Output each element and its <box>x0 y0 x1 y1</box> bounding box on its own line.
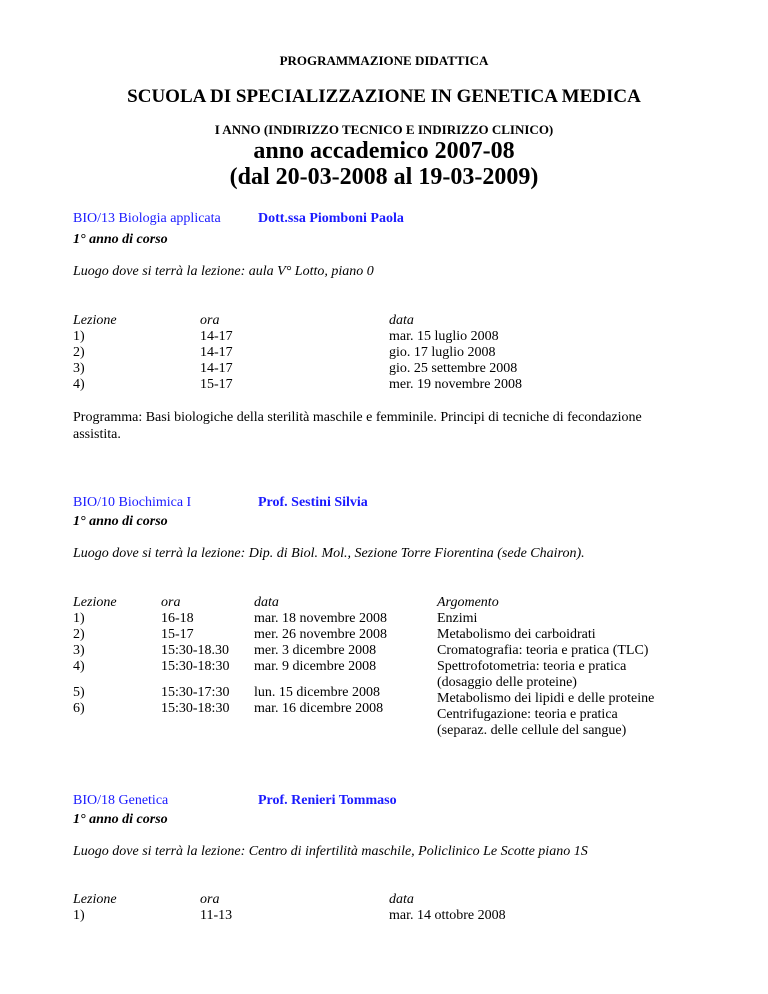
s2-row-arg: Metabolismo dei carboidrati <box>437 627 596 642</box>
s2-row-data: mer. 26 novembre 2008 <box>254 627 387 642</box>
s1-row-n: 4) <box>73 377 85 392</box>
s3-col-ora <box>200 892 232 924</box>
s1-row-ora: 14-17 <box>200 329 233 344</box>
s2-row-ora: 15:30-17:30 <box>161 685 230 700</box>
s1-row-n: 3) <box>73 361 85 376</box>
academic-year: anno accademico 2007-08 <box>253 138 515 164</box>
s1-row-ora: 15-17 <box>200 377 233 392</box>
s2-col-argomento <box>437 595 654 739</box>
s3-location: Luogo dove si terrà la lezione: Centro di infertilità maschile, Policlinico Le Scotte piano 1S <box>73 844 588 859</box>
s3-header-ora: ora <box>200 892 220 907</box>
s3-header-lezione: Lezione <box>73 892 117 907</box>
s1-row-n: 2) <box>73 345 85 360</box>
s2-subject: BIO/10 Biochimica I <box>73 495 192 510</box>
s2-header-data: data <box>254 595 279 610</box>
s2-row-n: 3) <box>73 643 85 658</box>
s2-row-data: mer. 3 dicembre 2008 <box>254 643 377 658</box>
s2-teacher: Prof. Sestini Silvia <box>258 495 368 510</box>
s1-row-ora: 14-17 <box>200 361 233 376</box>
s1-header-data: data <box>389 313 414 328</box>
s2-header-lezione: Lezione <box>73 595 117 610</box>
s2-row-arg-cont: (separaz. delle cellule del sangue) <box>437 723 627 738</box>
s2-row-n: 5) <box>73 685 85 700</box>
s2-row-arg: Centrifugazione: teoria e pratica <box>437 707 618 722</box>
s2-row-ora: 15-17 <box>161 627 194 642</box>
s3-row-data: mar. 14 ottobre 2008 <box>389 908 506 923</box>
school-title: SCUOLA DI SPECIALIZZAZIONE IN GENETICA MEDICA <box>127 86 641 107</box>
s1-header-ora: ora <box>200 313 220 328</box>
year-title: I ANNO (INDIRIZZO TECNICO E INDIRIZZO CLINICO) <box>214 122 554 137</box>
s1-row-data: gio. 25 settembre 2008 <box>389 361 518 376</box>
s2-row-data: mar. 9 dicembre 2008 <box>254 659 377 674</box>
s1-header-lezione: Lezione <box>73 313 117 328</box>
s2-header-argomento: Argomento <box>437 595 499 610</box>
s3-subject: BIO/18 Genetica <box>73 793 169 808</box>
s1-row-data: mar. 15 luglio 2008 <box>389 329 499 344</box>
s2-row-n: 1) <box>73 611 85 626</box>
s2-row-arg: Metabolismo dei lipidi e delle proteine <box>437 691 655 706</box>
date-range: (dal 20-03-2008 al 19-03-2009) <box>229 164 539 190</box>
s2-row-n: 6) <box>73 701 85 716</box>
s2-location: Luogo dove si terrà la lezione: Dip. di Biol. Mol., Sezione Torre Fiorentina (sede Chairon). <box>73 546 585 561</box>
s1-col-lezione <box>73 313 117 393</box>
s1-programma: Programma: Basi biologiche della sterilità maschile e femminile. Principi di tecniche di fecondazione assistita. <box>73 410 642 442</box>
s1-location: Luogo dove si terrà la lezione: aula V° Lotto, piano 0 <box>73 264 374 279</box>
s2-row-ora: 15:30-18.30 <box>161 643 230 658</box>
s2-row-data: mar. 18 novembre 2008 <box>254 611 387 626</box>
s2-row-arg: Enzimi <box>437 611 478 626</box>
s2-row-data: lun. 15 dicembre 2008 <box>254 685 380 700</box>
s1-teacher: Dott.ssa Piomboni Paola <box>258 211 404 226</box>
s3-col-data <box>389 892 506 924</box>
s1-row-ora: 14-17 <box>200 345 233 360</box>
s2-row-arg-cont: (dosaggio delle proteine) <box>437 675 577 690</box>
s1-row-data: gio. 17 luglio 2008 <box>389 345 496 360</box>
s2-row-n: 2) <box>73 627 85 642</box>
s2-col-lezione <box>73 595 117 717</box>
s2-header-ora: ora <box>161 595 181 610</box>
header-title: PROGRAMMAZIONE DIDATTICA <box>279 53 489 68</box>
s2-row-data: mar. 16 dicembre 2008 <box>254 701 384 716</box>
s3-teacher: Prof. Renieri Tommaso <box>258 793 397 808</box>
s2-row-ora: 15:30-18:30 <box>161 659 230 674</box>
s2-col-ora <box>161 595 229 717</box>
s3-year: 1° anno di corso <box>73 812 168 827</box>
s2-row-n: 4) <box>73 659 85 674</box>
s2-row-ora: 15:30-18:30 <box>161 701 230 716</box>
s2-col-data <box>254 595 387 717</box>
s3-row-n: 1) <box>73 908 85 923</box>
s1-col-data <box>389 313 522 393</box>
s1-subject: BIO/13 Biologia applicata <box>73 211 221 226</box>
s2-row-arg: Spettrofotometria: teoria e pratica <box>437 659 627 674</box>
s1-row-n: 1) <box>73 329 85 344</box>
s3-header-data: data <box>389 892 414 907</box>
s1-row-data: mer. 19 novembre 2008 <box>389 377 522 392</box>
s3-row-ora: 11-13 <box>200 908 233 923</box>
s1-col-ora <box>200 313 233 393</box>
s2-year: 1° anno di corso <box>73 514 168 529</box>
s2-row-ora: 16-18 <box>161 611 194 626</box>
s2-row-arg: Cromatografia: teoria e pratica (TLC) <box>437 643 649 658</box>
s1-year: 1° anno di corso <box>73 232 168 247</box>
s3-col-lezione <box>73 892 117 924</box>
